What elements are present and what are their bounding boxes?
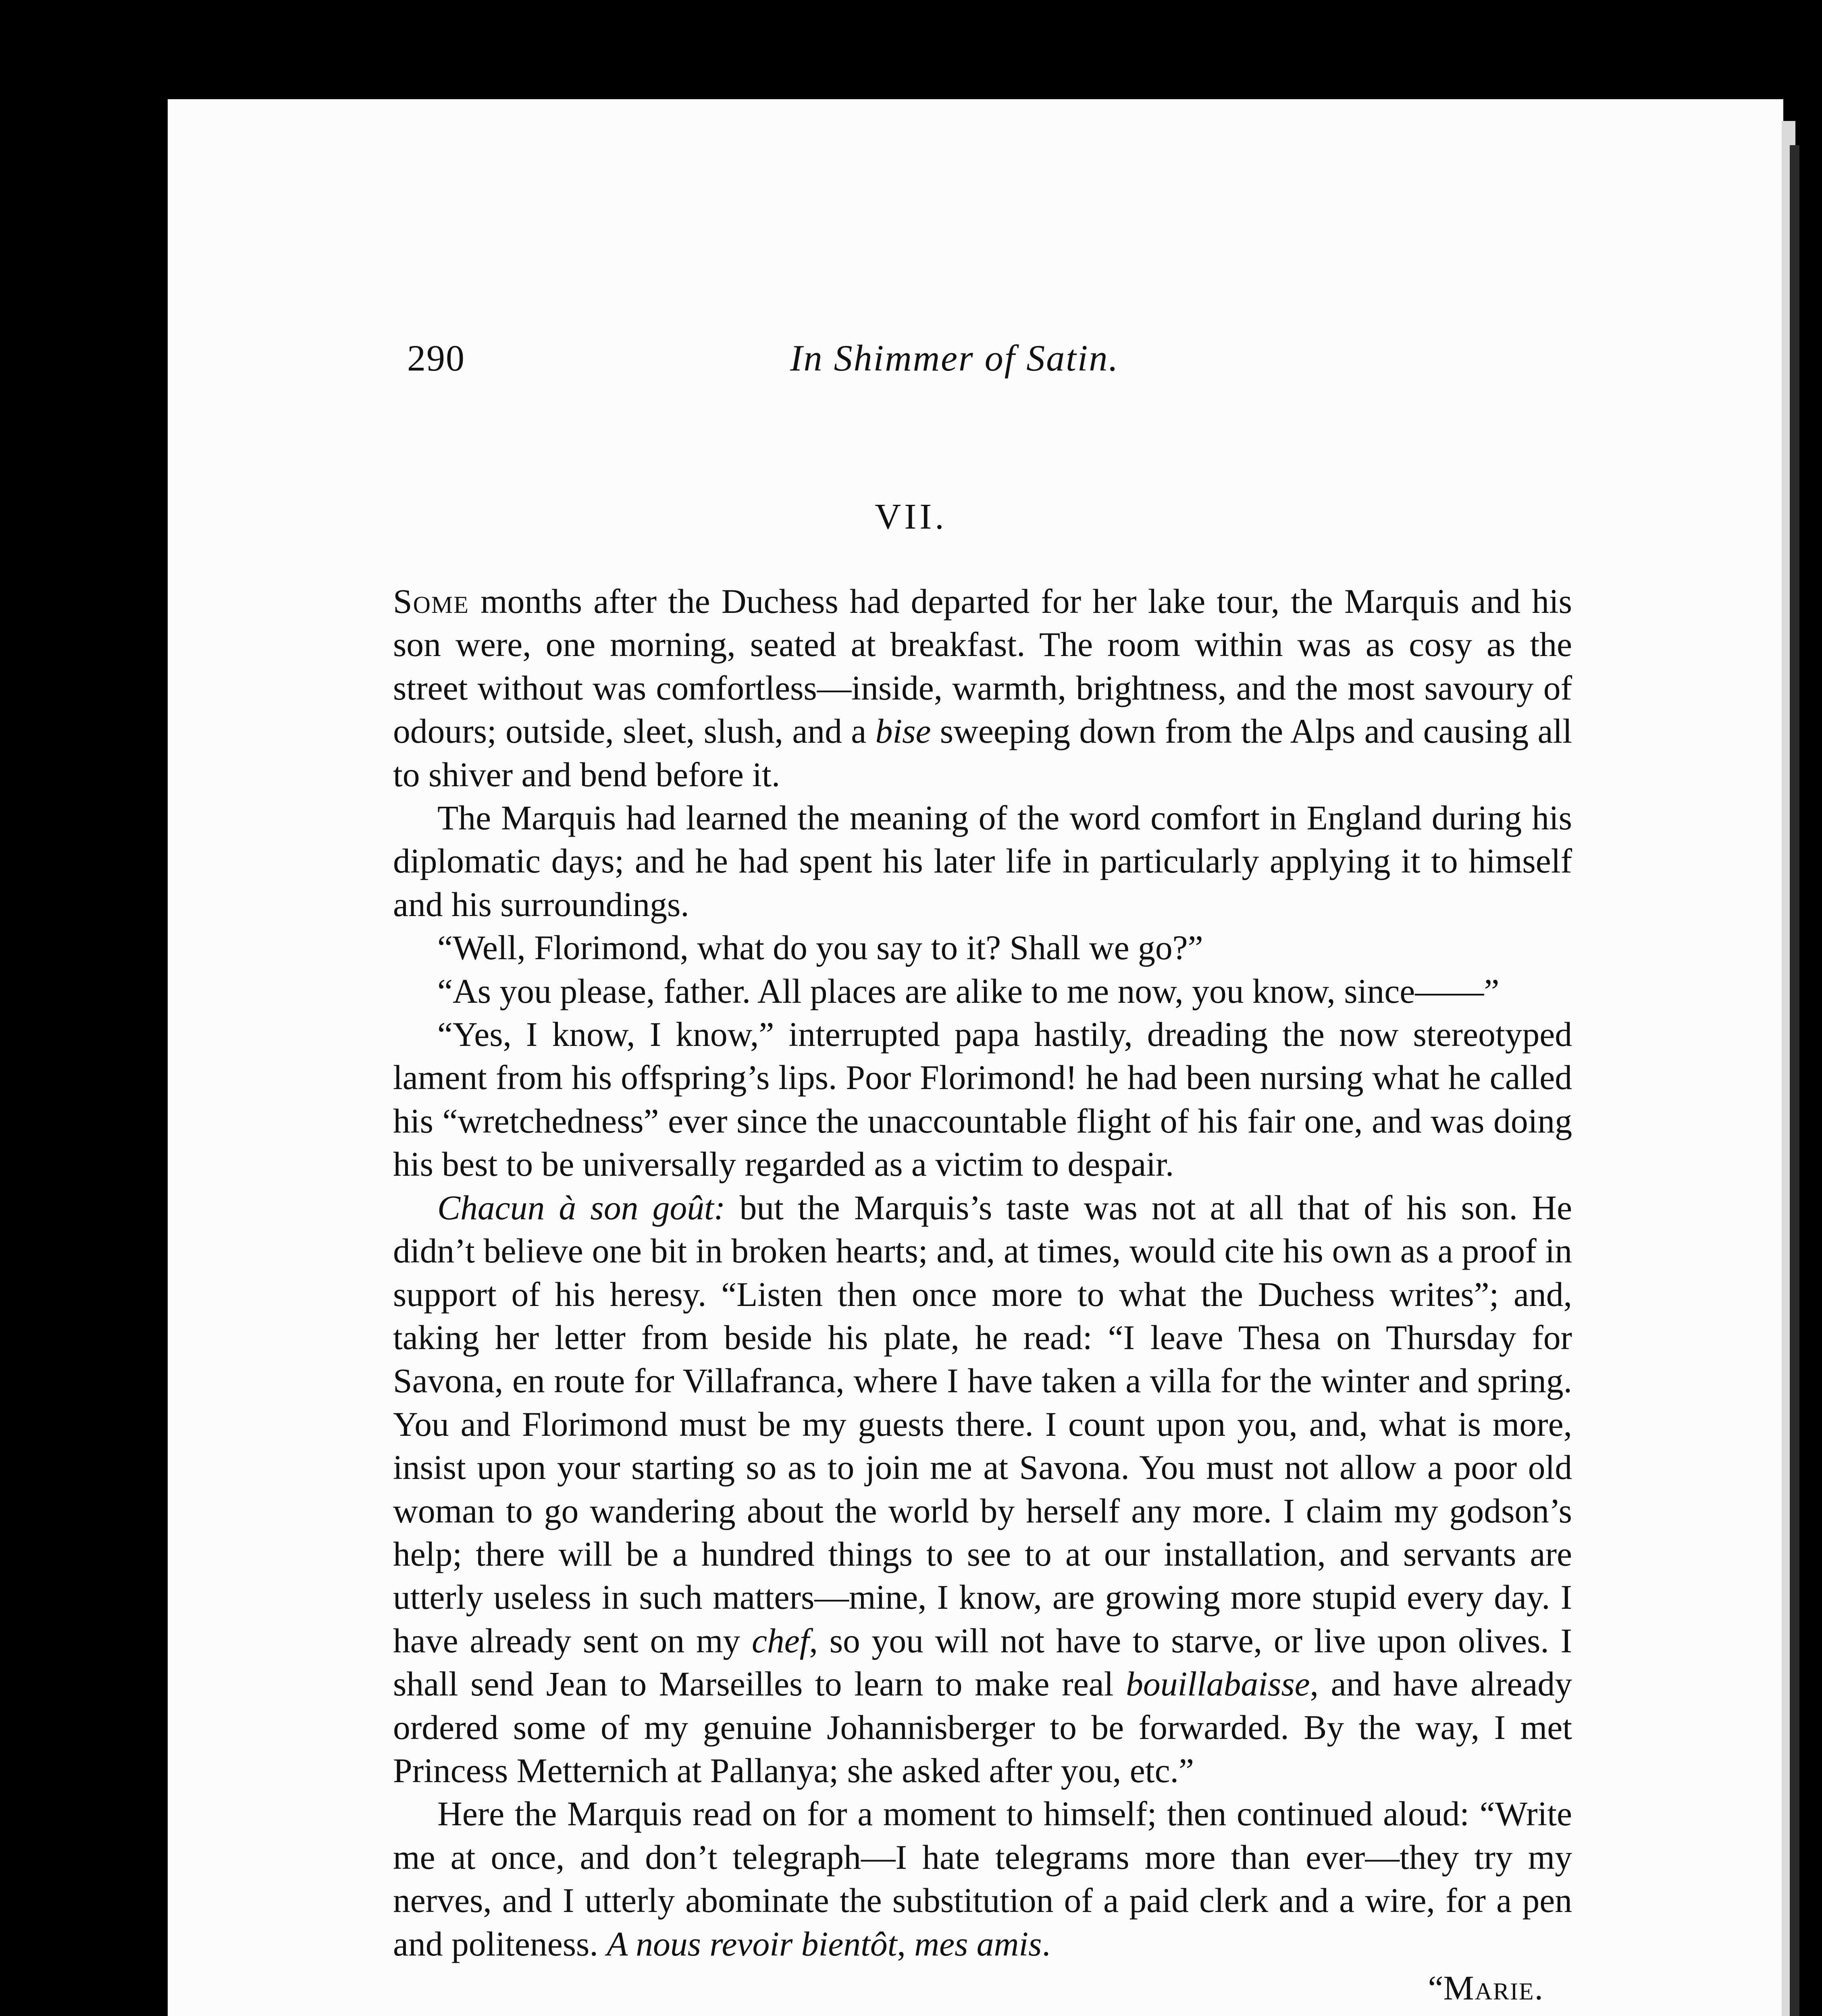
paragraph-text: , so you will not have to starve, or live upon olives. I shall send Jean to Marseilles to learn to make real bbox=[393, 1621, 1572, 1704]
italic-word: bise bbox=[875, 712, 931, 751]
signature-name: Marie. bbox=[1443, 1969, 1544, 2007]
italic-phrase: Chacun à son goût: bbox=[437, 1188, 726, 1227]
paragraph-text: Here the Marquis read on for a moment to himself; then continued aloud: “Write me at once, and don’t telegraph—I hate telegrams more than ever—they try my nerves, and I utterly abominate the substitution of a paid clerk and a wire, for a pen and politeness. bbox=[393, 1795, 1572, 1963]
paragraph-4: “As you please, father. All places are alike to me now, you know, since——” bbox=[437, 972, 1500, 1010]
running-head bbox=[407, 330, 1608, 386]
signature-quote: “ bbox=[1428, 1969, 1443, 2007]
paragraph-text: , and have already ordered some of my genuine Johannisberger to be forwarded. By the way, I met Princess Metternich at Pallanya; she asked after you, etc.” bbox=[393, 1665, 1572, 1790]
signature bbox=[393, 1966, 1572, 2010]
paragraph-text: months after the Duchess had departed for her lake tour, the Marquis and his son were, one morning, seated at breakfast. The room within was as cosy as the street without was comfortless—inside, warmth, brightness, and the most savoury of odours; outside, sleet, slush, and a bbox=[393, 582, 1572, 751]
italic-phrase: mes amis bbox=[914, 1924, 1042, 1963]
next-page-edge bbox=[1790, 145, 1799, 2016]
small-caps-lead: Some bbox=[393, 582, 469, 621]
italic-phrase: A nous revoir bientôt bbox=[607, 1924, 897, 1963]
spacer bbox=[393, 2010, 1572, 2016]
paragraph-5: “Yes, I know, I know,” interrupted papa hastily, dreading the now stereotyped lament from his offspring’s lips. Poor Florimond! he had been nursing what he called his “wretchedness” ever since the unaccountable flight of his fair one, and was doing his best to be universally regarded as a victim to despair. bbox=[393, 1015, 1572, 1184]
paragraph-text: . bbox=[1042, 1924, 1050, 1963]
paragraph-1 bbox=[393, 580, 1572, 796]
running-title: In Shimmer of Satin. bbox=[790, 337, 1119, 379]
italic-word: chef bbox=[751, 1621, 809, 1660]
italic-word: bouillabaisse bbox=[1126, 1665, 1310, 1704]
paragraph-7 bbox=[393, 1792, 1572, 1966]
paragraph-text: , bbox=[897, 1924, 915, 1963]
paragraph-2: The Marquis had learned the meaning of the word comfort in England during his diplomatic days; and he had spent his later life in particularly applying it to himself and his surroundings. bbox=[393, 799, 1572, 924]
chapter-heading: VII. bbox=[875, 497, 947, 537]
paragraph-3: “Well, Florimond, what do you say to it? Shall we go?” bbox=[437, 929, 1203, 967]
paragraph-text: but the Marquis’s taste was not at all that of his son. He didn’t believe one bit in broken hearts; and, at times, would cite his own as a proof in support of his heresy. “Listen then once more to what the Duchess writes”; and, taking her letter from beside his plate, he read: “I leave Thesa on Thursday for Savona, en route for Villafranca, where I have taken a villa for the winter and spring. You and Florimond must be my guests there. I count upon you, and, what is more, insist upon your starting so as to join me at Savona. You must not allow a poor old woman to go wandering about the world by herself any more. I claim my godson’s help; there will be a hundred things to see to at our installation, and servants are utterly useless in such matters—mine, I know, are growing more stupid every day. I have already sent on my bbox=[393, 1188, 1572, 1660]
paragraph-text: sweeping down from the Alps and causing all to shiver and bend before it. bbox=[393, 712, 1572, 794]
body-text bbox=[393, 580, 1572, 2016]
page-number: 290 bbox=[407, 337, 465, 379]
paragraph-6 bbox=[393, 1186, 1572, 1793]
